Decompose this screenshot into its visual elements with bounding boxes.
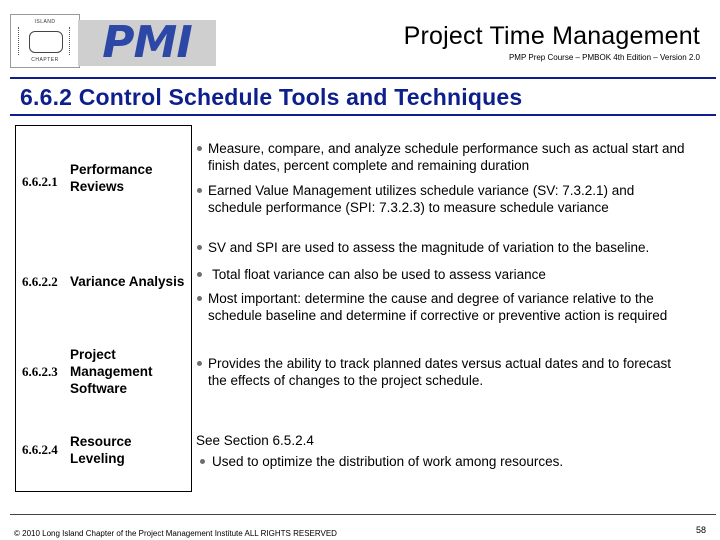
row-name-line: Variance Analysis [70,274,185,289]
bullet-icon [197,245,202,250]
bison-icon [29,31,63,53]
row-name-line: Project [70,347,116,362]
badge-bottom-text: CHAPTER [31,57,59,63]
bullet-text [212,453,563,470]
bullet-text [212,266,546,283]
bullet-icon [197,361,202,366]
footer-divider [10,514,716,515]
row-name [70,346,153,397]
techniques-table [15,125,719,492]
heading-divider [10,114,716,116]
bullet-text [208,355,671,389]
table-top-border [15,125,192,126]
chapter-badge [10,14,80,68]
row-name-line: Software [70,381,128,396]
row-number: 6.6.2.2 [22,274,58,289]
bullet-line: finish dates, percent complete and remaining duration [208,158,530,173]
pmi-wordmark [78,17,216,68]
bullet-line: SV and SPI are used to assess the magnitude of variation to the baseline. [208,240,650,255]
copyright-text: © 2010 Long Island Chapter of the Project Management Institute ALL RIGHTS RESERVED [14,529,337,538]
table-left-border [15,125,16,492]
table-bottom-border [15,491,192,492]
row-name-line: Leveling [70,451,125,466]
bullet-line: schedule baseline and determine if corrective or preventive action is required [208,308,668,323]
bullet-text [208,140,685,174]
see-section-text: See Section 6.5.2.4 [196,433,314,448]
bullet-line: schedule performance (SPI: 7.3.2.3) to measure schedule variance [208,200,609,215]
badge-right-border [69,27,75,55]
bullet-icon [197,296,202,301]
row-name-line: Management [70,364,153,379]
bullet-text [208,290,667,324]
bullet-line: the effects of changes to the project schedule. [208,373,484,388]
header-divider [10,77,716,79]
row-name [70,433,132,467]
bullet-line: Measure, compare, and analyze schedule performance such as actual start and [208,141,685,156]
slide-heading: 6.6.2 Control Schedule Tools and Techniques [20,84,523,110]
pmi-logo [10,14,216,66]
bullet-line: Most important: determine the cause and degree of variance relative to the [208,291,654,306]
header-title: Project Time Management [403,22,700,50]
bullet-icon [197,146,202,151]
row-name [70,273,184,290]
row-name-line: Performance [70,162,153,177]
bullet-line: Total float variance can also be used to assess variance [212,267,546,282]
bullet-line: Provides the ability to track planned dates versus actual dates and to forecast [208,356,672,371]
pmi-logo-text: PMI [102,17,192,68]
row-name-line: Resource [70,434,132,449]
row-name-line: Reviews [70,179,125,194]
header-subtitle: PMP Prep Course – PMBOK 4th Edition – Version 2.0 [508,53,700,62]
badge-top-text: ISLAND [34,19,56,25]
bullet-line: Used to optimize the distribution of work among resources. [212,454,564,469]
row-number: 6.6.2.1 [22,174,58,189]
row-number: 6.6.2.4 [22,442,58,457]
page-number: 58 [695,525,706,535]
badge-left-border [18,27,24,55]
bullet-icon [197,272,202,277]
bullet-icon [200,459,205,464]
bullet-text [208,239,649,256]
bullet-icon [197,188,202,193]
bullet-text [208,182,634,216]
row-number: 6.6.2.3 [22,364,58,379]
row-name [70,161,153,195]
bullet-line: Earned Value Management utilizes schedule variance (SV: 7.3.2.1) and [208,183,635,198]
table-column-divider [191,125,192,492]
